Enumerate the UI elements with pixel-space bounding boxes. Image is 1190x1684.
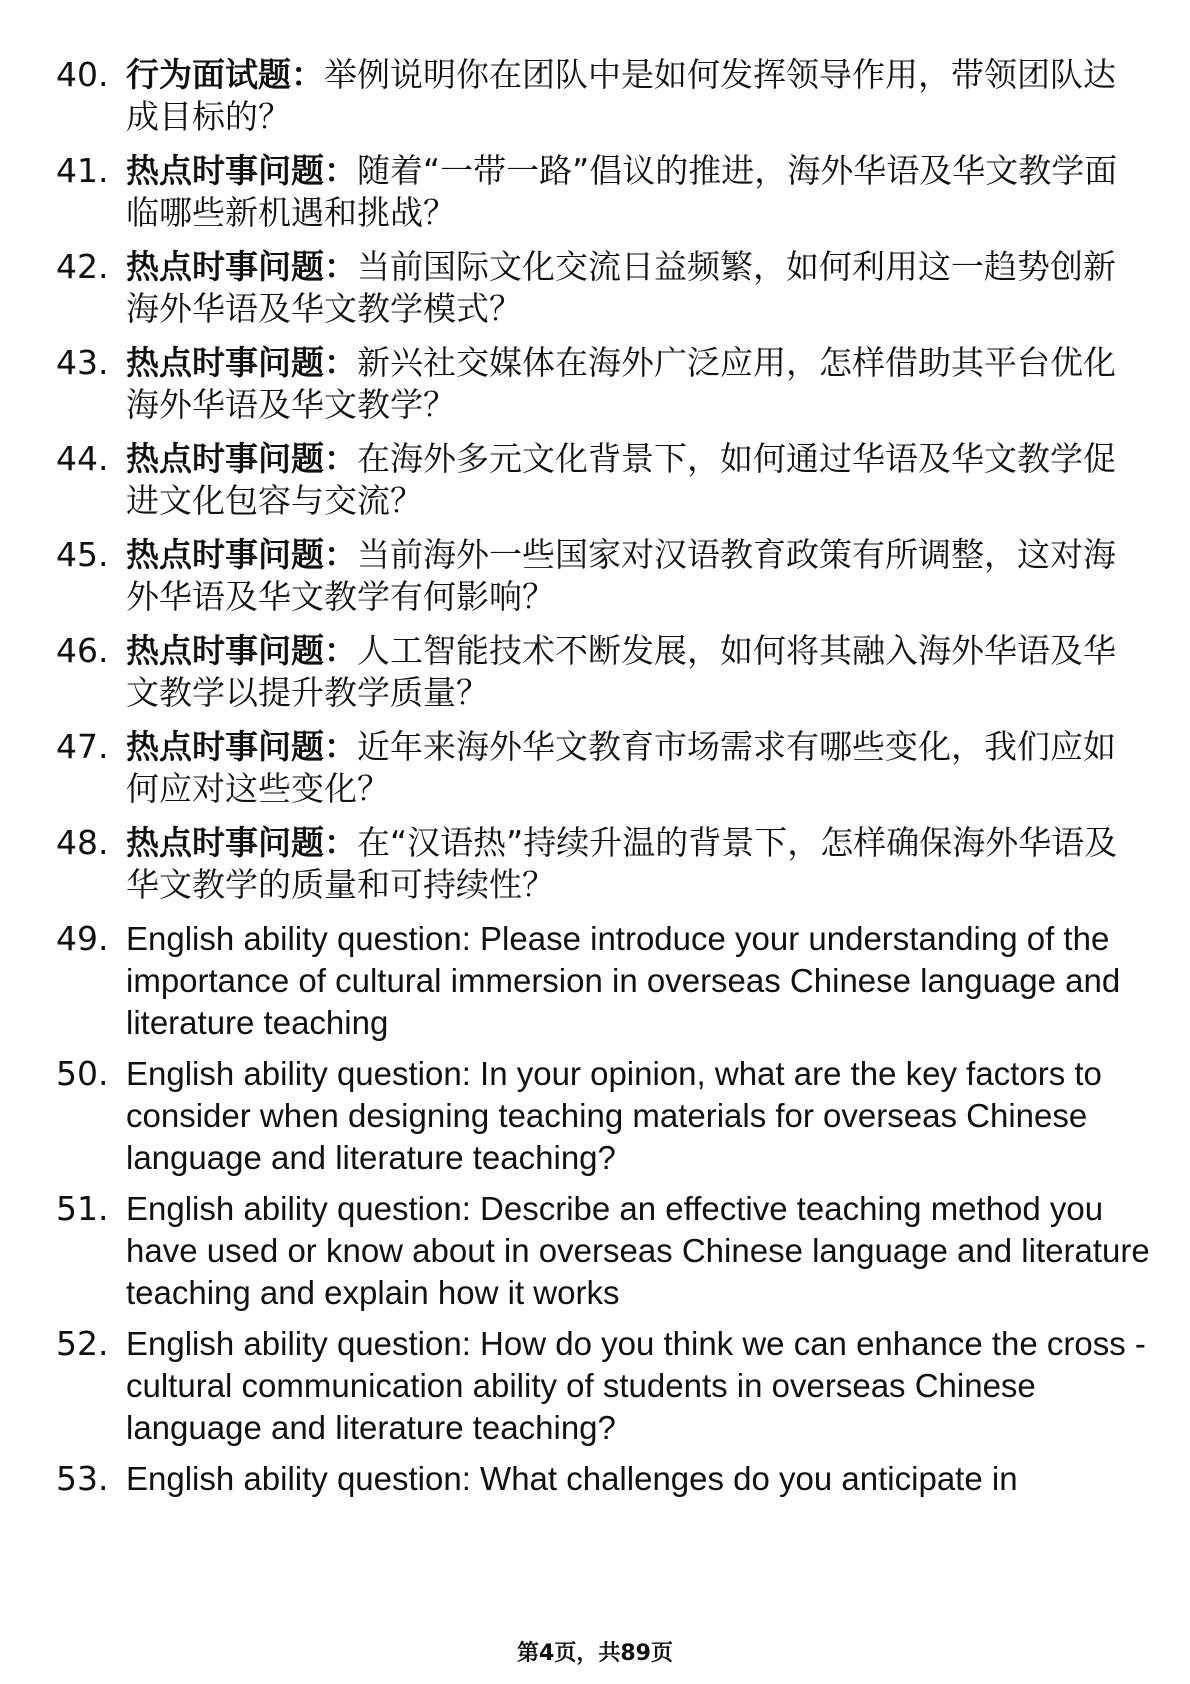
question-text: English ability question: What challenges do you anticipate in xyxy=(126,1460,1018,1497)
question-text: 随着“一带一路”倡议的推进，海外华语及华文教学面临哪些新机遇和挑战？ xyxy=(126,151,1118,232)
question-number: 43. xyxy=(56,343,109,382)
question-text: English ability question: How do you think we can enhance the cross - cultural communication ability of students in overseas Chinese language and literature teaching? xyxy=(126,1325,1146,1446)
question-body xyxy=(126,534,1126,618)
question-body xyxy=(126,726,1126,810)
question-number: 44. xyxy=(56,439,109,478)
question-text: English ability question: In your opinion, what are the key factors to consider when designing teaching materials for overseas Chinese language and literature teaching? xyxy=(126,1055,1102,1176)
question-number: 45. xyxy=(56,535,109,574)
question-body xyxy=(126,54,1126,138)
question-number: 50. xyxy=(56,1054,109,1093)
question-number: 41. xyxy=(56,151,109,190)
question-text: 当前国际文化交流日益频繁，如何利用这一趋势创新海外华语及华文教学模式？ xyxy=(126,247,1116,328)
question-text: English ability question: Describe an effective teaching method you have used or know about in overseas Chinese language and literature teaching and explain how it works xyxy=(126,1190,1150,1311)
question-category: 热点时事问题： xyxy=(126,439,357,478)
question-body xyxy=(126,822,1126,906)
question-category: 热点时事问题： xyxy=(126,823,357,862)
question-category: 行为面试题： xyxy=(126,55,324,94)
question-number: 42. xyxy=(56,247,109,286)
question-number: 51. xyxy=(56,1189,109,1228)
question-category: 热点时事问题： xyxy=(126,247,357,286)
question-body xyxy=(126,150,1126,234)
question-body xyxy=(126,246,1126,330)
question-category: 热点时事问题： xyxy=(126,151,357,190)
question-number: 46. xyxy=(56,631,109,670)
question-text: 在“汉语热”持续升温的背景下，怎样确保海外华语及华文教学的质量和可持续性？ xyxy=(126,823,1118,904)
question-category: 热点时事问题： xyxy=(126,343,357,382)
question-number: 47. xyxy=(56,727,109,766)
question-body xyxy=(126,438,1126,522)
question-text: 人工智能技术不断发展，如何将其融入海外华语及华文教学以提升教学质量？ xyxy=(126,631,1116,712)
question-text: 举例说明你在团队中是如何发挥领导作用，带领团队达成目标的？ xyxy=(126,55,1116,136)
question-body xyxy=(126,342,1126,426)
question-number: 40. xyxy=(56,55,109,94)
question-number: 49. xyxy=(56,919,109,958)
question-number: 52. xyxy=(56,1324,109,1363)
question-text: 新兴社交媒体在海外广泛应用，怎样借助其平台优化海外华语及华文教学？ xyxy=(126,343,1116,424)
question-text: English ability question: Please introduce your understanding of the importance of cultural immersion in overseas Chinese language and literature teaching xyxy=(126,920,1121,1041)
question-body xyxy=(126,630,1126,714)
page-footer: 第4页，共89页 xyxy=(517,1641,673,1666)
question-text: 近年来海外华文教育市场需求有哪些变化，我们应如何应对这些变化？ xyxy=(126,727,1116,808)
question-category: 热点时事问题： xyxy=(126,727,357,766)
question-category: 热点时事问题： xyxy=(126,631,357,670)
question-text: 当前海外一些国家对汉语教育政策有所调整，这对海外华语及华文教学有何影响？ xyxy=(126,535,1116,616)
question-category: 热点时事问题： xyxy=(126,535,357,574)
question-number: 48. xyxy=(56,823,109,862)
question-text: 在海外多元文化背景下，如何通过华语及华文教学促进文化包容与交流？ xyxy=(126,439,1116,520)
question-number: 53. xyxy=(56,1459,109,1498)
